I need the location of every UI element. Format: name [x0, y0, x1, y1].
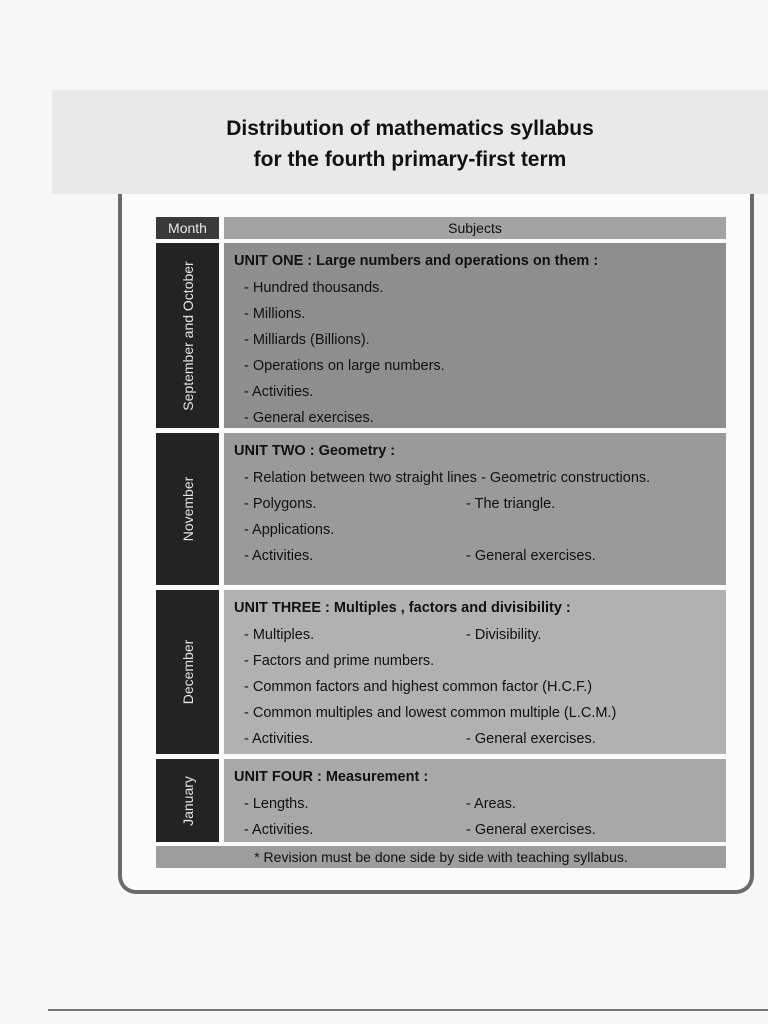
- list-item: - General exercises.: [244, 410, 374, 426]
- list-item: - Millions.: [244, 306, 306, 322]
- month-label: December: [179, 639, 196, 705]
- list-item: - Applications.: [244, 522, 335, 538]
- list-item: - Common multiples and lowest common multiple (L.C.M.): [244, 705, 617, 721]
- unit-title: UNIT THREE : Multiples , factors and divisibility :: [234, 600, 571, 616]
- unit-cell-1: [224, 243, 726, 428]
- list-item: - Polygons. - The triangle.: [244, 496, 556, 512]
- month-label: November: [179, 476, 196, 542]
- page-title: [52, 113, 768, 175]
- page-rule: [48, 1009, 768, 1011]
- title-line-1: Distribution of mathematics syllabus: [226, 117, 594, 140]
- month-cell-unit-3: [156, 590, 219, 754]
- unit-title: UNIT FOUR : Measurement :: [234, 769, 429, 785]
- unit-cell-4: [224, 759, 726, 842]
- list-item: - Factors and prime numbers.: [244, 653, 435, 669]
- month-column-header: Month: [156, 217, 219, 239]
- list-item: - Activities.: [244, 384, 314, 400]
- list-item: - Operations on large numbers.: [244, 358, 445, 374]
- list-item: - Common factors and highest common factor (H.C.F.): [244, 679, 593, 695]
- list-item: - Activities. - General exercises.: [244, 731, 596, 747]
- unit-cell-3: [224, 590, 726, 754]
- unit-cell-2: [224, 433, 726, 585]
- unit-title: UNIT TWO : Geometry :: [234, 443, 396, 459]
- month-cell-unit-1: [156, 243, 219, 428]
- title-line-2: for the fourth primary-first term: [253, 148, 567, 171]
- subjects-column-header: Subjects: [224, 217, 726, 239]
- list-item: - Relation between two straight lines - Geometric constructions.: [244, 470, 651, 486]
- month-label: September and October: [179, 260, 196, 411]
- month-cell-unit-2: [156, 433, 219, 585]
- month-label: January: [179, 775, 196, 826]
- revision-note: * Revision must be done side by side with teaching syllabus.: [156, 846, 726, 868]
- list-item: - Activities. - General exercises.: [244, 822, 596, 838]
- unit-title: UNIT ONE : Large numbers and operations on them :: [234, 253, 599, 269]
- list-item: - Activities. - General exercises.: [244, 548, 596, 564]
- month-cell-unit-4: [156, 759, 219, 842]
- list-item: - Milliards (Billions).: [244, 332, 370, 348]
- list-item: - Multiples. - Divisibility.: [244, 627, 542, 643]
- list-item: - Lengths. - Areas.: [244, 796, 516, 812]
- list-item: - Hundred thousands.: [244, 280, 384, 296]
